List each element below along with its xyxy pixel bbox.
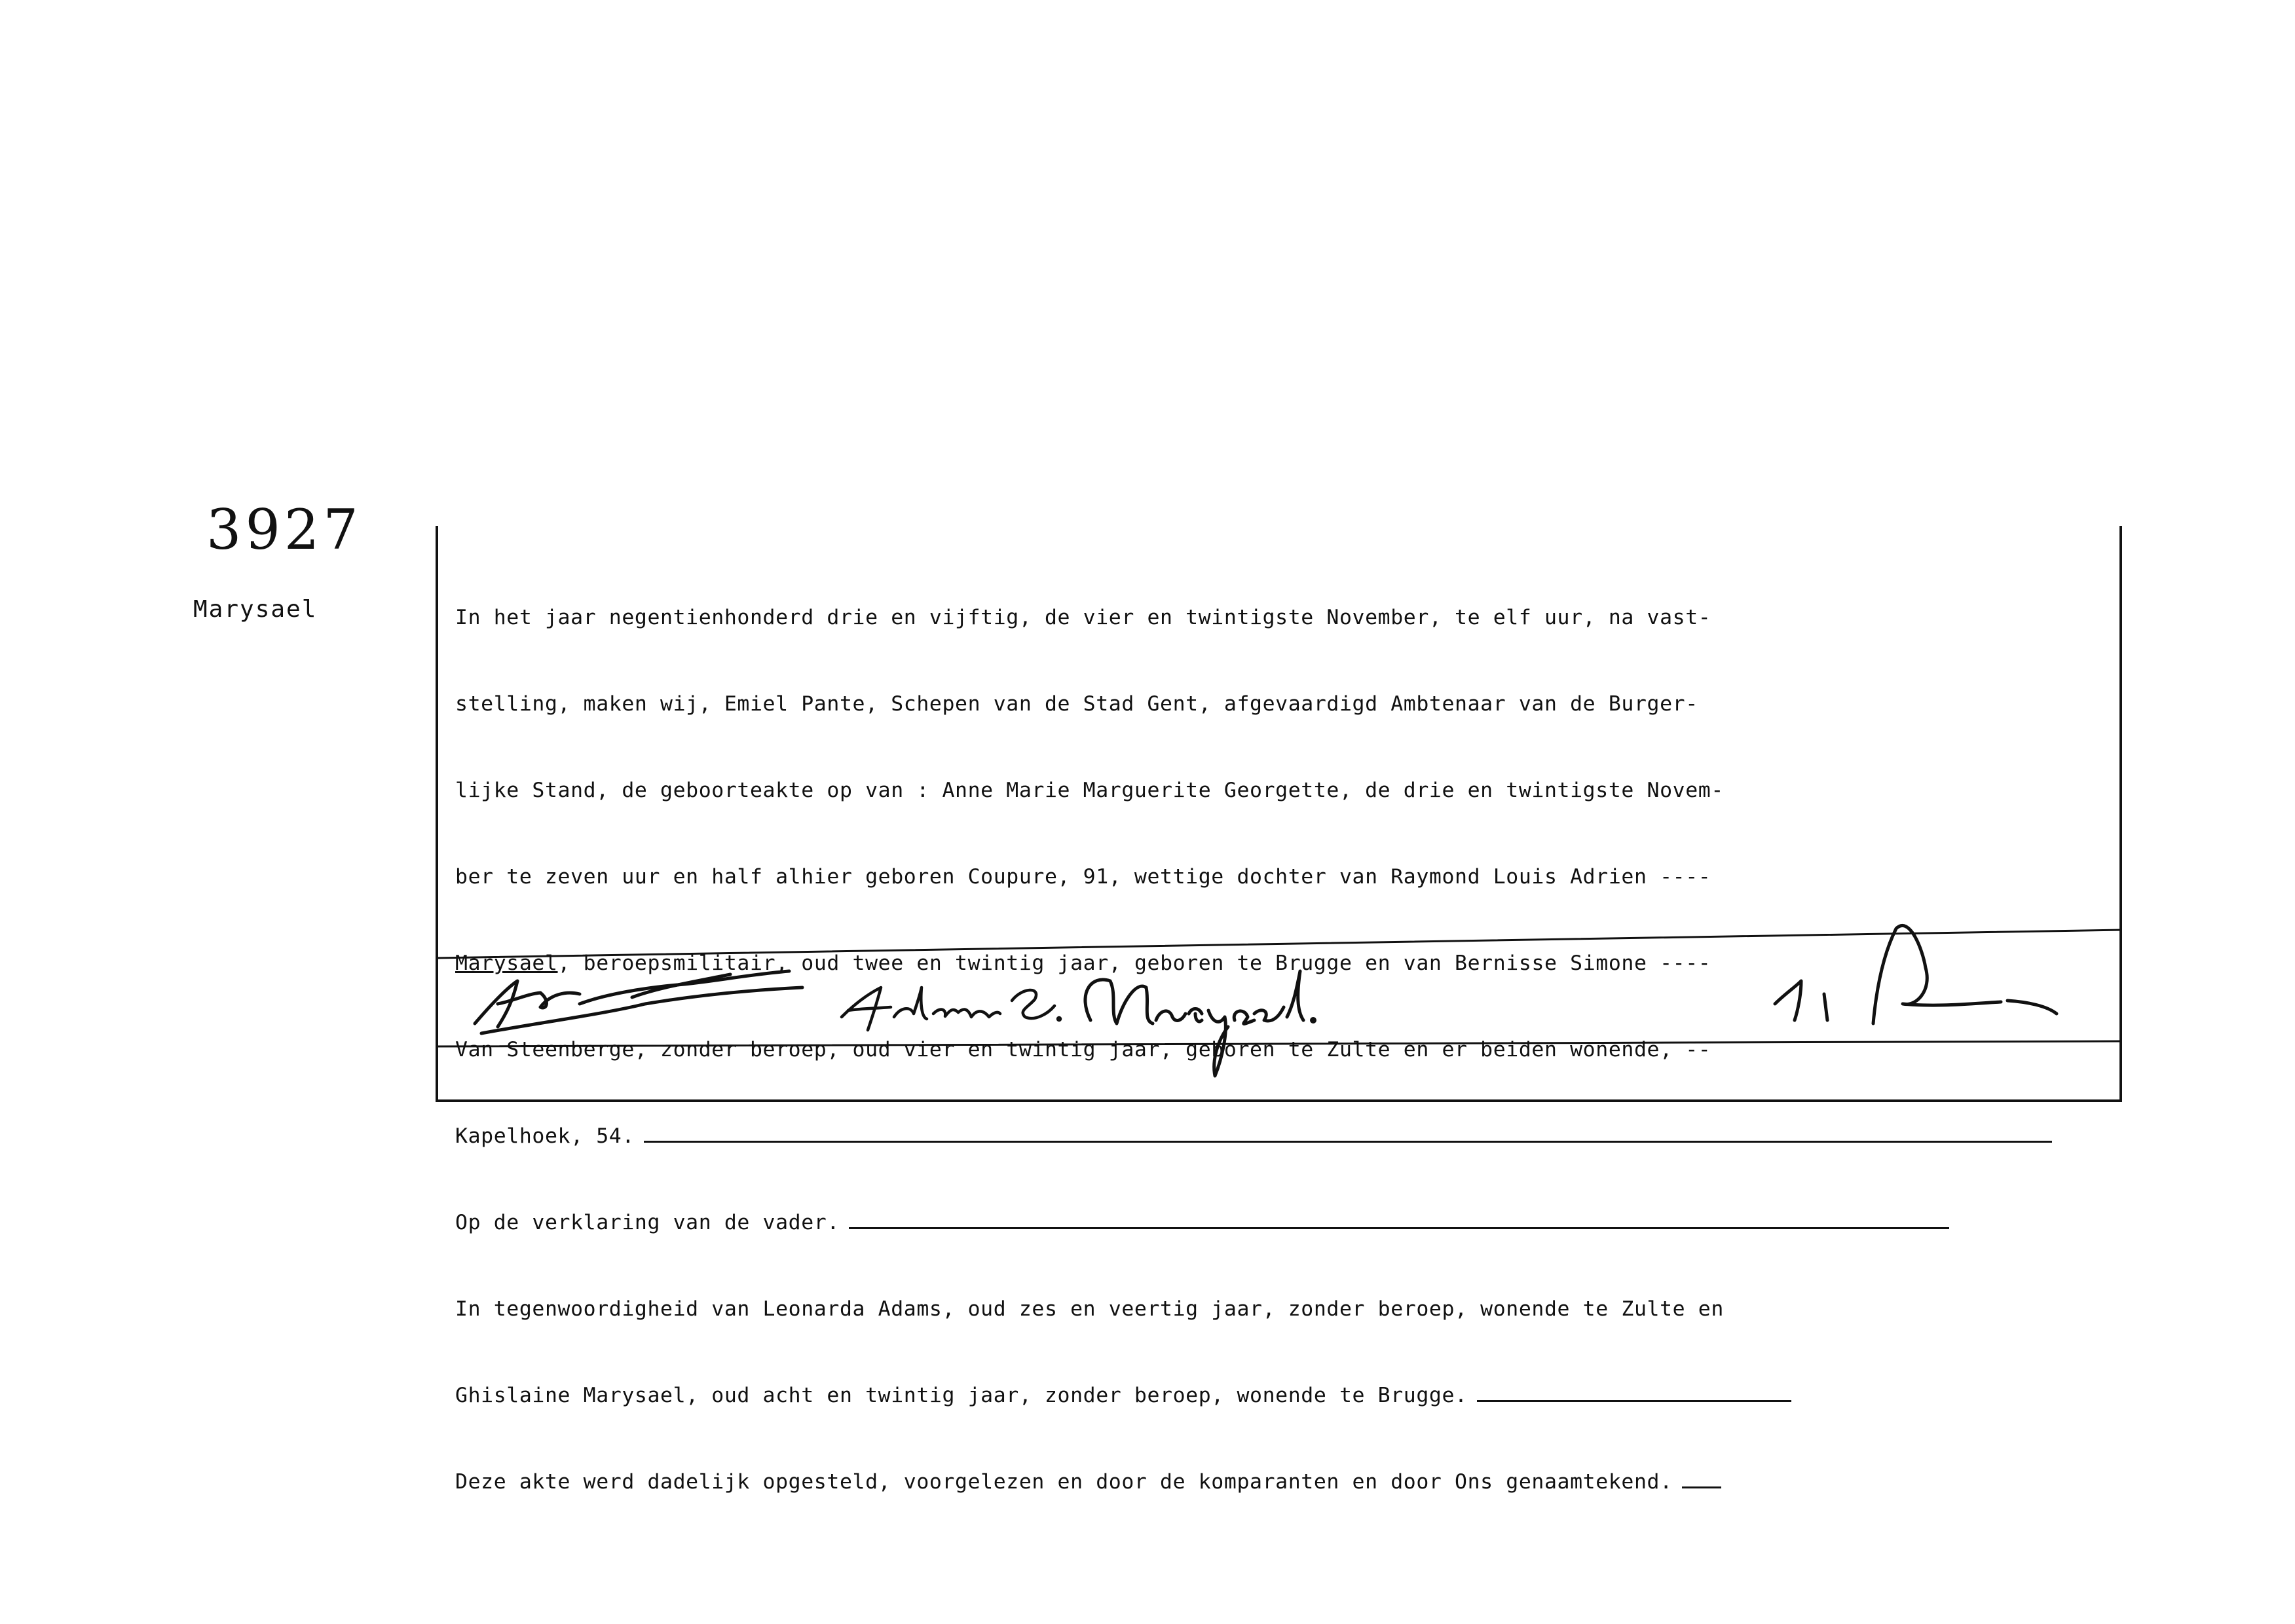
record-line-8 [455,1208,2112,1237]
fill-rule [1477,1391,1791,1402]
record-line-4: ber te zeven uur en half alhier geboren Coupure, 91, wettige dochter van Raymond Louis Adrien ---- [455,865,1711,889]
record-line-11 [455,1467,2112,1496]
record-line-1: In het jaar negentienhonderd drie en vijftig, de vier en twintigste November, te elf uur, na vast- [455,606,1711,629]
record-line-10-text: Ghislaine Marysael, oud acht en twintig jaar, zonder beroep, wonende te Brugge. [455,1384,1468,1407]
witness-two-signature [1085,971,1315,1076]
fill-rule [849,1218,1949,1229]
record-line-8-text: Op de verklaring van de vader. [455,1211,840,1234]
record-line-2: stelling, maken wij, Emiel Pante, Schepen van de Stad Gent, afgevaardigd Ambtenaar van de Burger- [455,692,1698,716]
signature-area [436,889,2122,1079]
record-line-7 [455,1122,2112,1151]
record-line-9: In tegenwoordigheid van Leonarda Adams, oud zes en veertig jaar, zonder beroep, wonende te Zulte en [455,1297,1724,1321]
birth-record [436,526,2122,1494]
record-line-5-rest: , beroepsmilitair, oud twee en twintig jaar, geboren te Brugge en van Bernisse Simone ---- [557,951,1711,975]
signatures-graphic [436,889,2122,1079]
margin-surname: Marysael [193,596,318,623]
record-line-7-text: Kapelhoek, 54. [455,1124,635,1148]
witness-one-signature [842,987,1060,1030]
fill-rule [644,1132,2052,1143]
underlined-surname: Marysael [455,951,558,975]
record-line-10 [455,1381,2112,1410]
act-number: 3927 [206,498,362,562]
record-line-11-text: Deze akte werd dadelijk opgesteld, voorgelezen en door de komparanten en door Ons genaamtekend. [455,1470,1673,1494]
father-signature [475,971,802,1033]
signature-rule-top [436,930,2122,958]
signature-rule-bottom [436,1041,2122,1046]
record-line-3: lijke Stand, de geboorteakte op van : Anne Marie Marguerite Georgette, de drie en twintigste Novem- [455,779,1724,802]
record-line-6: Van Steenberge, zonder beroep, oud vier en twintig jaar, geboren te Zulte en er beiden wonende, -- [455,1038,1711,1061]
fill-rule [1682,1477,1721,1488]
official-signature [1775,925,2057,1024]
